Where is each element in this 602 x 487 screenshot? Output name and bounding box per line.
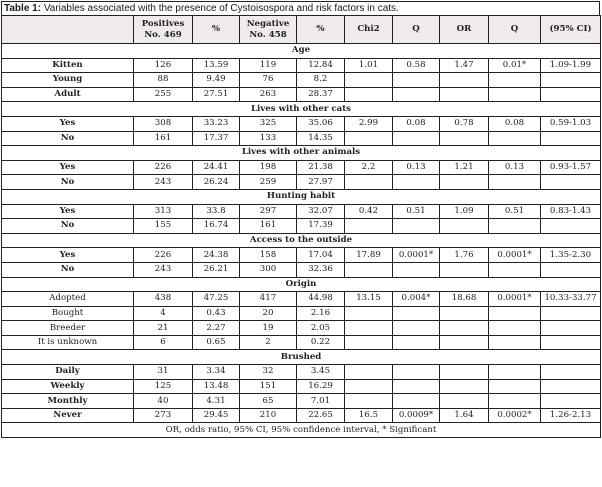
- positives-count: 161: [134, 131, 193, 146]
- q-value-2: 0.0001*: [489, 292, 541, 307]
- negatives-count: 119: [240, 58, 297, 73]
- negatives-percent: 0.22: [297, 335, 345, 350]
- negatives-percent: 16.29: [297, 379, 345, 394]
- table-row: [2, 394, 601, 409]
- q-value-2: 0.08: [489, 116, 541, 131]
- positives-count: 40: [134, 394, 193, 409]
- negatives-percent: 44.98: [297, 292, 345, 307]
- section-header-row: [2, 277, 601, 292]
- q-value-2: 0.0002*: [489, 408, 541, 423]
- section-title: Lives with other animals: [2, 146, 601, 161]
- positives-percent: 26.21: [193, 262, 240, 277]
- section-title: Age: [2, 44, 601, 59]
- q-value-1: [393, 379, 440, 394]
- q-value-1: [393, 219, 440, 234]
- header-line-1: Negative: [246, 18, 290, 29]
- q-value-1: [393, 131, 440, 146]
- table-row: [2, 365, 601, 380]
- q-value-2: [489, 394, 541, 409]
- negatives-count: 263: [240, 87, 297, 102]
- header-line-1: Q: [510, 24, 519, 34]
- row-label: No: [2, 175, 134, 190]
- negatives-percent: 35.06: [297, 116, 345, 131]
- table-row: [2, 160, 601, 175]
- negatives-count: 133: [240, 131, 297, 146]
- row-label: It is unknown: [2, 335, 134, 350]
- positives-count: 155: [134, 219, 193, 234]
- chi2-value: 13.15: [345, 292, 393, 307]
- negatives-percent: 12.84: [297, 58, 345, 73]
- positives-count: 88: [134, 73, 193, 88]
- ci-value: 1.35-2.30: [541, 248, 601, 263]
- q-value-2: [489, 379, 541, 394]
- chi2-value: [345, 131, 393, 146]
- chi2-value: [345, 306, 393, 321]
- footnote: OR, odds ratio, 95% CI, 95% confidence interval, * Significant: [2, 423, 601, 438]
- header-line-2: No. 469: [144, 29, 182, 40]
- column-header-negatives-pct: [297, 16, 345, 44]
- odds-ratio-value: 0.78: [440, 116, 489, 131]
- positives-count: 255: [134, 87, 193, 102]
- ci-value: 1.26-2.13: [541, 408, 601, 423]
- positives-percent: 13.59: [193, 58, 240, 73]
- section-header-row: [2, 350, 601, 365]
- negatives-count: 417: [240, 292, 297, 307]
- chi2-value: [345, 379, 393, 394]
- odds-ratio-value: 1.47: [440, 58, 489, 73]
- column-header-confidence-interval: [541, 16, 601, 44]
- q-value-2: [489, 131, 541, 146]
- q-value-2: [489, 73, 541, 88]
- ci-value: [541, 262, 601, 277]
- section-title: Brushed: [2, 350, 601, 365]
- header-line-1: OR: [456, 24, 472, 34]
- row-label: Adult: [2, 87, 134, 102]
- q-value-1: [393, 175, 440, 190]
- q-value-2: 0.01*: [489, 58, 541, 73]
- positives-percent: 47.25: [193, 292, 240, 307]
- chi2-value: 0.42: [345, 204, 393, 219]
- negatives-percent: 27.97: [297, 175, 345, 190]
- row-label: Young: [2, 73, 134, 88]
- table-row: [2, 58, 601, 73]
- odds-ratio-value: [440, 335, 489, 350]
- table-row: [2, 335, 601, 350]
- positives-count: 226: [134, 248, 193, 263]
- table-caption: [1, 1, 600, 15]
- positives-percent: 33.8: [193, 204, 240, 219]
- table-figure: [1, 1, 600, 438]
- table-row: [2, 408, 601, 423]
- row-label: Yes: [2, 204, 134, 219]
- row-label: No: [2, 262, 134, 277]
- q-value-2: [489, 365, 541, 380]
- chi2-value: 16.5: [345, 408, 393, 423]
- chi2-value: [345, 87, 393, 102]
- negatives-count: 65: [240, 394, 297, 409]
- row-label: Adopted: [2, 292, 134, 307]
- q-value-2: [489, 219, 541, 234]
- chi2-value: [345, 262, 393, 277]
- q-value-1: [393, 321, 440, 336]
- positives-count: 243: [134, 262, 193, 277]
- chi2-value: [345, 73, 393, 88]
- chi2-value: [345, 175, 393, 190]
- negatives-percent: 32.07: [297, 204, 345, 219]
- ci-value: [541, 321, 601, 336]
- positives-count: 6: [134, 335, 193, 350]
- positives-percent: 27.51: [193, 87, 240, 102]
- negatives-percent: 22.65: [297, 408, 345, 423]
- ci-value: [541, 219, 601, 234]
- positives-percent: 13.48: [193, 379, 240, 394]
- odds-ratio-value: [440, 379, 489, 394]
- ci-value: 0.83-1.43: [541, 204, 601, 219]
- chi2-value: [345, 219, 393, 234]
- caption-prefix: Table 1:: [4, 3, 42, 14]
- table-row: [2, 292, 601, 307]
- odds-ratio-value: [440, 131, 489, 146]
- negatives-count: 259: [240, 175, 297, 190]
- positives-percent: 24.38: [193, 248, 240, 263]
- table-row: [2, 131, 601, 146]
- table-row: [2, 204, 601, 219]
- row-label: Breeder: [2, 321, 134, 336]
- section-title: Access to the outside: [2, 233, 601, 248]
- negatives-percent: 7.01: [297, 394, 345, 409]
- footnote-row: [2, 423, 601, 438]
- chi2-value: 2.2: [345, 160, 393, 175]
- table-row: [2, 262, 601, 277]
- q-value-1: 0.51: [393, 204, 440, 219]
- column-header-chi2: [345, 16, 393, 44]
- q-value-1: 0.004*: [393, 292, 440, 307]
- row-label: Never: [2, 408, 134, 423]
- chi2-value: 1.01: [345, 58, 393, 73]
- chi2-value: [345, 365, 393, 380]
- data-table: [1, 15, 601, 438]
- q-value-1: [393, 394, 440, 409]
- odds-ratio-value: 18.68: [440, 292, 489, 307]
- positives-percent: 0.43: [193, 306, 240, 321]
- q-value-1: 0.0001*: [393, 248, 440, 263]
- section-header-row: [2, 102, 601, 117]
- odds-ratio-value: [440, 321, 489, 336]
- table-row: [2, 175, 601, 190]
- negatives-count: 297: [240, 204, 297, 219]
- section-title: Hunting habit: [2, 189, 601, 204]
- section-header-row: [2, 146, 601, 161]
- section-title: Lives with other cats: [2, 102, 601, 117]
- ci-value: [541, 365, 601, 380]
- q-value-1: 0.0009*: [393, 408, 440, 423]
- q-value-2: [489, 335, 541, 350]
- positives-percent: 9.49: [193, 73, 240, 88]
- section-title: Origin: [2, 277, 601, 292]
- odds-ratio-value: [440, 87, 489, 102]
- negatives-count: 32: [240, 365, 297, 380]
- ci-value: [541, 175, 601, 190]
- negatives-count: 20: [240, 306, 297, 321]
- header-line-1: %: [211, 24, 221, 34]
- row-label: No: [2, 219, 134, 234]
- odds-ratio-value: 1.64: [440, 408, 489, 423]
- positives-count: 226: [134, 160, 193, 175]
- row-label: Kitten: [2, 58, 134, 73]
- positives-count: 308: [134, 116, 193, 131]
- q-value-1: 0.13: [393, 160, 440, 175]
- negatives-count: 325: [240, 116, 297, 131]
- ci-value: [541, 306, 601, 321]
- header-line-1: Q: [412, 24, 420, 34]
- q-value-1: 0.58: [393, 58, 440, 73]
- negatives-percent: 14.35: [297, 131, 345, 146]
- odds-ratio-value: [440, 73, 489, 88]
- ci-value: 1.09-1.99: [541, 58, 601, 73]
- q-value-1: [393, 335, 440, 350]
- odds-ratio-value: [440, 365, 489, 380]
- caption-text: Variables associated with the presence of Cystoisospora and risk factors in cats.: [41, 3, 399, 14]
- negatives-percent: 17.39: [297, 219, 345, 234]
- column-header-negatives: [240, 16, 297, 44]
- q-value-2: 0.13: [489, 160, 541, 175]
- row-label: No: [2, 131, 134, 146]
- negatives-percent: 21.38: [297, 160, 345, 175]
- odds-ratio-value: 1.21: [440, 160, 489, 175]
- ci-value: [541, 73, 601, 88]
- q-value-2: [489, 175, 541, 190]
- negatives-percent: 8.2: [297, 73, 345, 88]
- column-header-odds-ratio: [440, 16, 489, 44]
- q-value-2: [489, 321, 541, 336]
- row-label: Daily: [2, 365, 134, 380]
- column-header-variable: [2, 16, 134, 44]
- table-row: [2, 248, 601, 263]
- table-body: [2, 44, 601, 438]
- chi2-value: 17.89: [345, 248, 393, 263]
- chi2-value: [345, 335, 393, 350]
- odds-ratio-value: [440, 394, 489, 409]
- positives-count: 21: [134, 321, 193, 336]
- row-label: Yes: [2, 116, 134, 131]
- header-line-1: %: [316, 24, 325, 34]
- negatives-percent: 17.04: [297, 248, 345, 263]
- row-label: Yes: [2, 160, 134, 175]
- q-value-1: [393, 73, 440, 88]
- positives-count: 313: [134, 204, 193, 219]
- table-row: [2, 321, 601, 336]
- section-header-row: [2, 44, 601, 59]
- positives-percent: 17.37: [193, 131, 240, 146]
- chi2-value: [345, 394, 393, 409]
- odds-ratio-value: [440, 306, 489, 321]
- odds-ratio-value: 1.76: [440, 248, 489, 263]
- negatives-count: 19: [240, 321, 297, 336]
- q-value-2: 0.51: [489, 204, 541, 219]
- q-value-2: [489, 262, 541, 277]
- positives-percent: 4.31: [193, 394, 240, 409]
- q-value-1: [393, 365, 440, 380]
- negatives-percent: 2.05: [297, 321, 345, 336]
- positives-count: 126: [134, 58, 193, 73]
- table-row: [2, 87, 601, 102]
- negatives-count: 158: [240, 248, 297, 263]
- negatives-count: 198: [240, 160, 297, 175]
- positives-count: 273: [134, 408, 193, 423]
- table-row: [2, 379, 601, 394]
- table-row: [2, 73, 601, 88]
- positives-count: 31: [134, 365, 193, 380]
- column-header-positives: [134, 16, 193, 44]
- ci-value: 10.33-33.77: [541, 292, 601, 307]
- table-row: [2, 306, 601, 321]
- negatives-percent: 2.16: [297, 306, 345, 321]
- positives-count: 438: [134, 292, 193, 307]
- positives-count: 4: [134, 306, 193, 321]
- positives-percent: 33.23: [193, 116, 240, 131]
- odds-ratio-value: 1.09: [440, 204, 489, 219]
- section-header-row: [2, 233, 601, 248]
- negatives-count: 2: [240, 335, 297, 350]
- positives-percent: 16.74: [193, 219, 240, 234]
- negatives-count: 300: [240, 262, 297, 277]
- row-label: Bought: [2, 306, 134, 321]
- positives-percent: 26.24: [193, 175, 240, 190]
- column-header-positives-pct: [193, 16, 240, 44]
- positives-percent: 0.65: [193, 335, 240, 350]
- odds-ratio-value: [440, 219, 489, 234]
- negatives-percent: 28.37: [297, 87, 345, 102]
- negatives-count: 210: [240, 408, 297, 423]
- table-row: [2, 116, 601, 131]
- ci-value: [541, 87, 601, 102]
- ci-value: [541, 379, 601, 394]
- ci-value: [541, 335, 601, 350]
- positives-percent: 24.41: [193, 160, 240, 175]
- column-header-q-value-1: [393, 16, 440, 44]
- chi2-value: [345, 321, 393, 336]
- q-value-1: [393, 87, 440, 102]
- row-label: Yes: [2, 248, 134, 263]
- header-line-1: (95% CI): [549, 24, 592, 34]
- odds-ratio-value: [440, 175, 489, 190]
- q-value-2: [489, 87, 541, 102]
- negatives-count: 161: [240, 219, 297, 234]
- positives-percent: 3.34: [193, 365, 240, 380]
- ci-value: 0.93-1.57: [541, 160, 601, 175]
- q-value-2: [489, 306, 541, 321]
- positives-count: 125: [134, 379, 193, 394]
- column-header-q-value-2: [489, 16, 541, 44]
- header-line-2: No. 458: [249, 29, 287, 40]
- header-row: [2, 16, 601, 44]
- q-value-1: [393, 262, 440, 277]
- odds-ratio-value: [440, 262, 489, 277]
- section-header-row: [2, 189, 601, 204]
- negatives-count: 151: [240, 379, 297, 394]
- positives-percent: 29.45: [193, 408, 240, 423]
- ci-value: [541, 131, 601, 146]
- row-label: Weekly: [2, 379, 134, 394]
- positives-percent: 2.27: [193, 321, 240, 336]
- q-value-1: [393, 306, 440, 321]
- negatives-count: 76: [240, 73, 297, 88]
- table-row: [2, 219, 601, 234]
- header-line-1: Positives: [141, 18, 185, 29]
- row-label: Monthly: [2, 394, 134, 409]
- negatives-percent: 3.45: [297, 365, 345, 380]
- chi2-value: 2.99: [345, 116, 393, 131]
- header-line-1: Chi2: [357, 24, 380, 34]
- positives-count: 243: [134, 175, 193, 190]
- q-value-1: 0.08: [393, 116, 440, 131]
- negatives-percent: 32.36: [297, 262, 345, 277]
- q-value-2: 0.0001*: [489, 248, 541, 263]
- ci-value: 0.59-1.03: [541, 116, 601, 131]
- ci-value: [541, 394, 601, 409]
